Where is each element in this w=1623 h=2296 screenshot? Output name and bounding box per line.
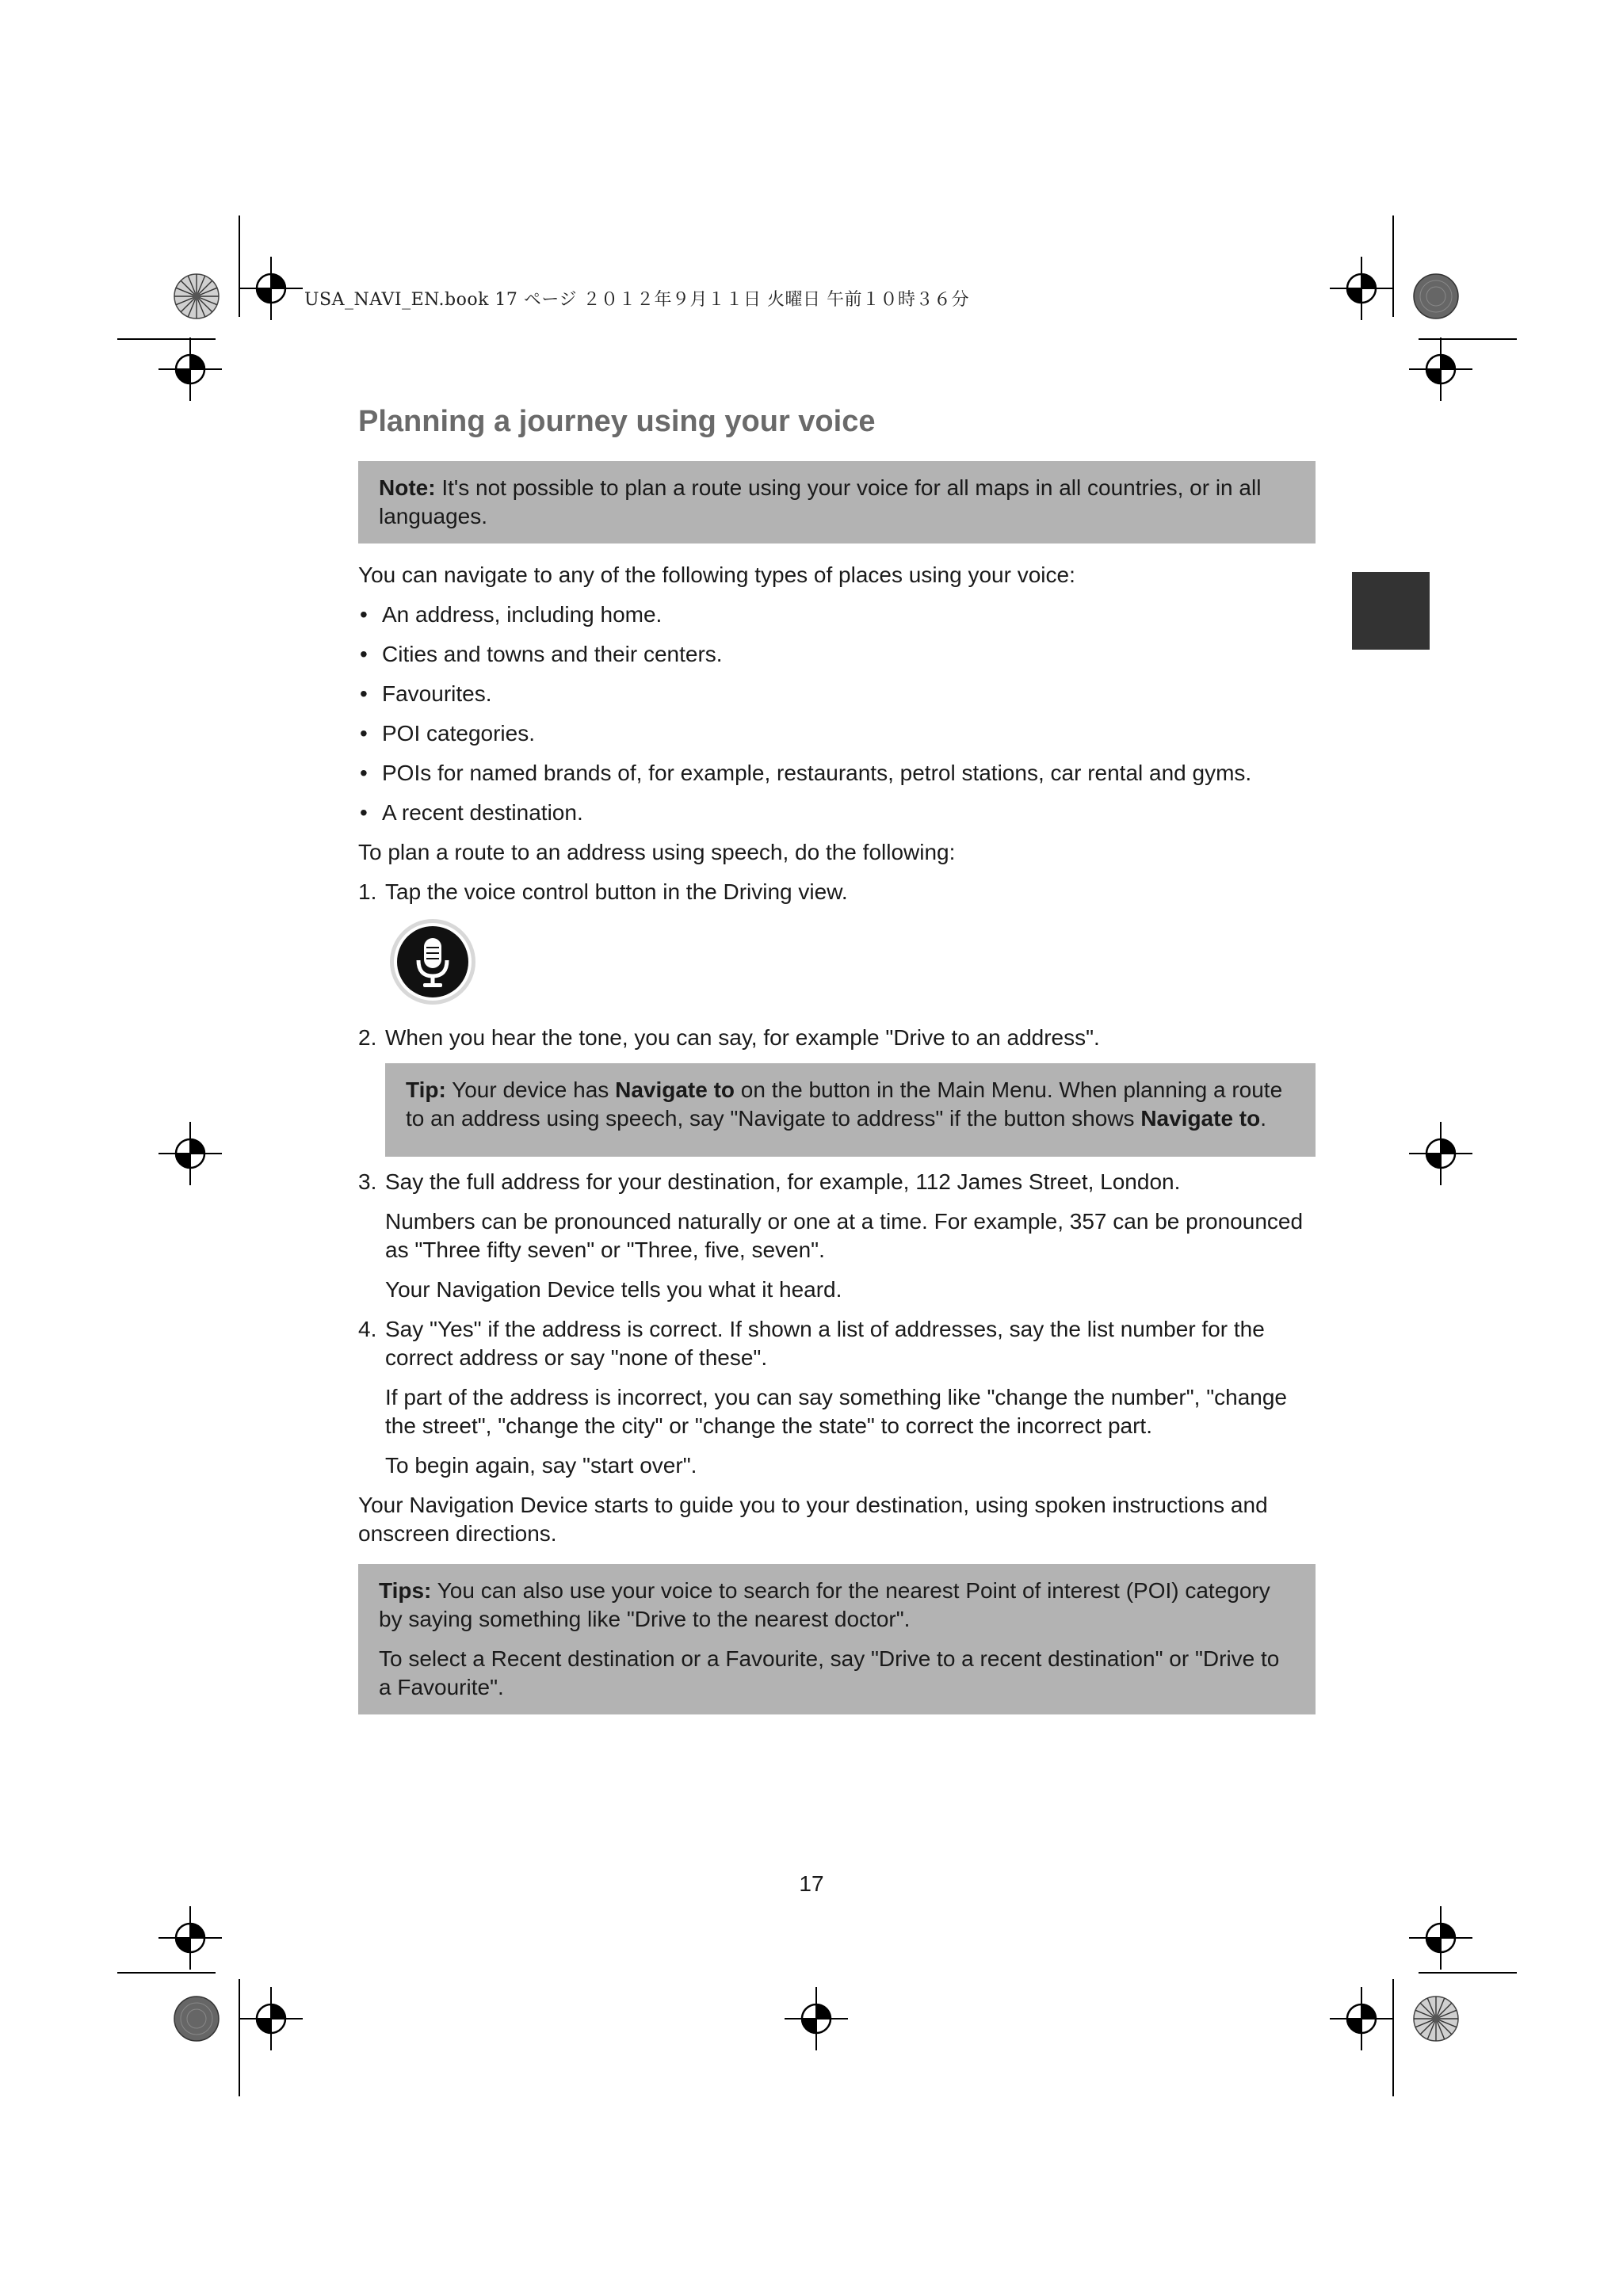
step-number: 2. — [358, 1025, 377, 1050]
page-number: 17 — [799, 1871, 824, 1896]
tips-label: Tips: — [379, 1578, 432, 1603]
microphone-icon — [388, 917, 477, 1006]
step-number: 1. — [358, 879, 377, 904]
step-detail: To begin again, say "start over". — [385, 1453, 697, 1478]
procedure-steps — [358, 878, 1316, 1480]
note-label: Note: — [379, 475, 436, 500]
step-1 — [358, 878, 1316, 1006]
tips-text: To select a Recent destination or a Favourite, say "Drive to a recent destination" or "Drive to a Favourite". — [379, 1646, 1280, 1699]
note-body: It's not possible to plan a route using your voice for all maps in all countries, or in all languages. — [379, 475, 1262, 528]
list-item: • Cities and towns and their centers. — [358, 640, 1316, 669]
list-item: • Favourites. — [358, 680, 1316, 708]
tip-text — [406, 1076, 1295, 1133]
list-item: • POI categories. — [358, 719, 1316, 748]
step-text: Say "Yes" if the address is correct. If shown a list of addresses, say the list number for the correct address or say "none of these". — [385, 1317, 1265, 1370]
tip-text-part: on the button in the Main Menu. When planning a route to an address using speech, say "Navigate to address" if the button shows — [406, 1077, 1283, 1131]
note-box — [358, 461, 1316, 543]
step-detail: If part of the address is incorrect, you can say something like "change the number", "change the street", "change the city" or "change the state" to correct the incorrect part. — [385, 1385, 1287, 1438]
list-item: • POIs for named brands of, for example, restaurants, petrol stations, car rental and gyms. — [358, 759, 1316, 788]
page-title: Planning a journey using your voice — [358, 405, 876, 438]
print-header: USA_NAVI_EN.book 17 ページ ２０１２年９月１１日 火曜日 午前１０時３６分 — [304, 290, 969, 310]
outro-paragraph: Your Navigation Device starts to guide you to your destination, using spoken instructions and onscreen directions. — [358, 1493, 1268, 1546]
tip-text-part: . — [1260, 1106, 1267, 1131]
step-text: Tap the voice control button in the Driving view. — [385, 879, 848, 904]
tips-text — [379, 1577, 1295, 1634]
voice-control-button-illustration — [388, 917, 1316, 1006]
step-text: When you hear the tone, you can say, for example "Drive to an address". — [385, 1025, 1100, 1050]
tip-text-part: Your device has — [445, 1077, 616, 1102]
step-number: 4. — [358, 1317, 377, 1341]
chapter-tab-marker — [1352, 572, 1430, 650]
step-4 — [358, 1315, 1316, 1480]
step-text: Say the full address for your destination, for example, 112 James Street, London. — [385, 1169, 1181, 1194]
navigate-to-term: Navigate to — [615, 1077, 735, 1102]
page-content — [358, 402, 1316, 1732]
tips-body: You can also use your voice to search for the nearest Point of interest (POI) category by saying something like "Drive to the nearest doctor". — [379, 1578, 1270, 1631]
list-item: • An address, including home. — [358, 601, 1316, 629]
navigate-to-term: Navigate to — [1140, 1106, 1261, 1131]
list-item: • A recent destination. — [358, 799, 1316, 827]
intro-paragraph: You can navigate to any of the following types of places using your voice: — [358, 563, 1075, 587]
tip-label: Tip: — [406, 1077, 446, 1102]
step-2 — [358, 1024, 1316, 1157]
tips-box — [358, 1564, 1316, 1714]
step-detail: Numbers can be pronounced naturally or one at a time. For example, 357 can be pronounced as "Three fifty seven" or "Three, five, seven". — [385, 1209, 1304, 1262]
place-types-list — [358, 601, 1316, 827]
tip-box — [385, 1063, 1316, 1157]
step-detail: Your Navigation Device tells you what it heard. — [385, 1277, 842, 1302]
step-3 — [358, 1168, 1316, 1304]
procedure-intro: To plan a route to an address using speech, do the following: — [358, 840, 956, 864]
step-number: 3. — [358, 1169, 377, 1194]
note-text — [379, 474, 1295, 531]
